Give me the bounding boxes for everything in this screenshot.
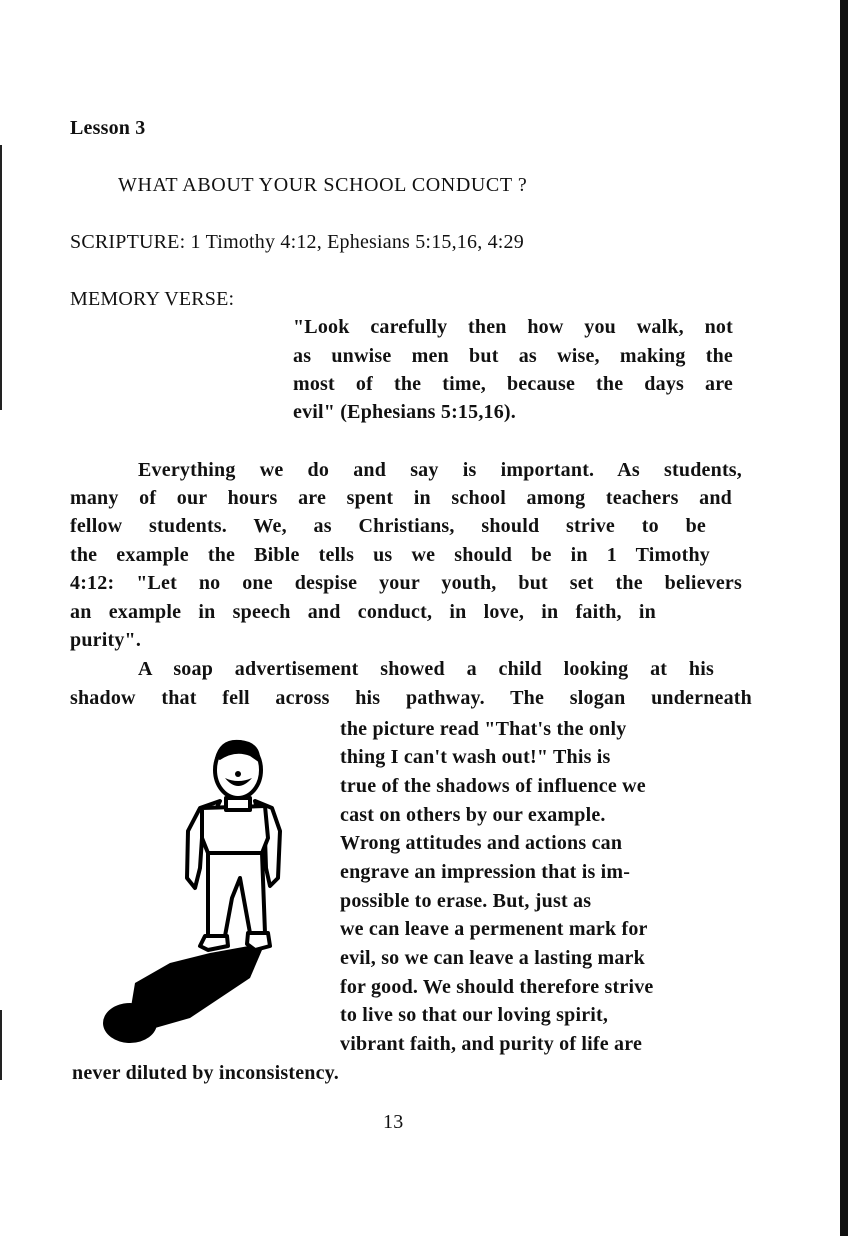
text-line: possible to erase. But, just as <box>340 890 592 912</box>
text-line: evil, so we can leave a lasting mark <box>340 947 645 969</box>
text-line: true of the shadows of influence we <box>340 775 646 797</box>
text-line: for good. We should therefore strive <box>340 976 654 998</box>
text-line: Everything we do and say is important. As students, <box>138 459 742 481</box>
scan-edge <box>0 1010 2 1080</box>
memory-verse-label: MEMORY VERSE: <box>70 288 235 310</box>
boy-with-shadow-illustration <box>100 728 290 1048</box>
text-line: cast on others by our example. <box>340 804 606 826</box>
page-number: 13 <box>383 1111 404 1133</box>
text-line: shadow that fell across his pathway. The slogan underneath <box>70 687 752 709</box>
text-line: an example in speech and conduct, in love, in faith, in <box>70 601 656 623</box>
scripture-reference: SCRIPTURE: 1 Timothy 4:12, Ephesians 5:15,16, 4:29 <box>70 231 524 253</box>
text-line: purity". <box>70 629 142 651</box>
lesson-title: WHAT ABOUT YOUR SCHOOL CONDUCT ? <box>118 174 528 196</box>
verse-line: evil" (Ephesians 5:15,16). <box>293 401 516 423</box>
text-line: Wrong attitudes and actions can <box>340 832 623 854</box>
lesson-number: Lesson 3 <box>70 117 146 139</box>
text-line: engrave an impression that is im- <box>340 861 631 883</box>
text-line: never diluted by inconsistency. <box>72 1062 339 1084</box>
text-line: the example the Bible tells us we should be in 1 Timothy <box>70 544 710 566</box>
text-line: the picture read "That's the only <box>340 718 627 740</box>
text-line: fellow students. We, as Christians, should strive to be <box>70 515 706 537</box>
verse-line: most of the time, because the days are <box>293 373 733 395</box>
text-line: to live so that our loving spirit, <box>340 1004 609 1026</box>
verse-line: "Look carefully then how you walk, not <box>293 316 733 338</box>
text-line: vibrant faith, and purity of life are <box>340 1033 643 1055</box>
text-line: A soap advertisement showed a child looking at his <box>138 658 714 680</box>
verse-line: as unwise men but as wise, making the <box>293 345 733 367</box>
text-line: many of our hours are spent in school among teachers and <box>70 487 732 509</box>
text-line: thing I can't wash out!" This is <box>340 746 611 768</box>
text-line: 4:12: "Let no one despise your youth, but set the believers <box>70 572 742 594</box>
scan-edge <box>0 145 2 410</box>
boy-figure <box>187 742 280 950</box>
text-line: we can leave a permenent mark for <box>340 918 648 940</box>
scan-edge <box>840 0 848 1236</box>
shadow <box>103 943 265 1043</box>
